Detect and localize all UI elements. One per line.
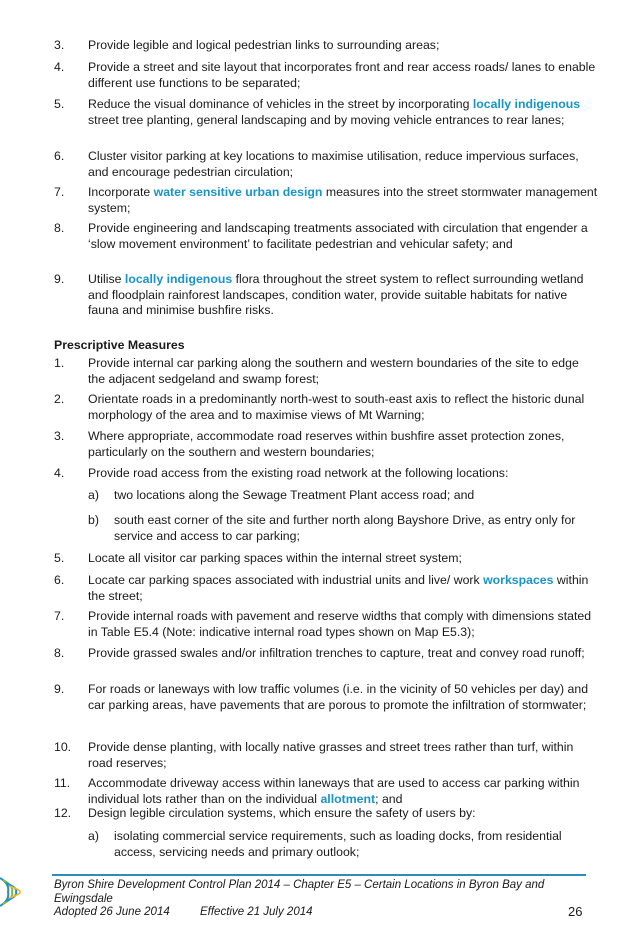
list-item-text xyxy=(88,609,598,640)
glossary-link[interactable]: locally indigenous xyxy=(472,97,581,111)
list-item-text xyxy=(88,429,598,460)
text-run: Provide road access from the existing road network at the following locations: xyxy=(88,466,509,480)
list-item-number: 6. xyxy=(54,149,65,163)
list-item-number: a) xyxy=(88,488,99,502)
text-run: Provide grassed swales and/or infiltration trenches to capture, treat and convey road runoff; xyxy=(88,646,585,660)
list-item-text xyxy=(88,740,598,771)
text-run: Locate all visitor car parking spaces within the internal street system; xyxy=(88,551,462,565)
list-item-text xyxy=(88,806,598,822)
text-run: Provide legible and logical pedestrian links to surrounding areas; xyxy=(88,38,440,52)
list-item-number: 6. xyxy=(54,573,65,587)
list-item-text xyxy=(88,38,598,54)
text-run: two locations along the Sewage Treatment Plant access road; and xyxy=(114,488,475,502)
list-item-text xyxy=(88,646,598,662)
list-item-number: 8. xyxy=(54,646,65,660)
text-run: isolating commercial service requirements, such as loading docks, from residential access, servicing needs and primary outlook; xyxy=(114,829,562,859)
list-item-number: 7. xyxy=(54,609,65,623)
text-run: Provide internal car parking along the southern and western boundaries of the site to edge the adjacent sedgeland and swamp forest; xyxy=(88,356,579,386)
text-run: Orientate roads in a predominantly north-west to south-east axis to reflect the historic dunal morphology of the area and to maximise views of Mt Warning; xyxy=(88,392,585,422)
list-item-text xyxy=(88,776,598,807)
text-run: Incorporate xyxy=(88,185,154,199)
list-item-text xyxy=(88,97,598,128)
list-item-text xyxy=(88,185,598,216)
text-run: street tree planting, general landscaping and by moving vehicle entrances to rear lanes; xyxy=(88,112,565,127)
list-item-number: 5. xyxy=(54,551,65,565)
list-item-number: 8. xyxy=(54,221,65,235)
text-run: flora throughout the street system to reflect surrounding wetland and floodplain rainforest landscapes, condition water, provide suitable habitats for native fauna and minimise bushfire risks. xyxy=(88,272,584,317)
text-run: Utilise xyxy=(88,272,125,286)
list-item-number: 3. xyxy=(54,38,65,52)
list-item-number: 3. xyxy=(54,429,65,443)
text-run: Locate car parking spaces associated with industrial units and live/ work xyxy=(88,573,484,587)
list-item-number: a) xyxy=(88,829,99,843)
text-run: ; and xyxy=(375,791,403,806)
text-run: For roads or laneways with low traffic volumes (i.e. in the vicinity of 50 vehicles per day) and car parking areas, have pavements that are porous to promote the infiltration of stormwater; xyxy=(88,682,589,712)
text-run: Cluster visitor parking at key locations to maximise utilisation, reduce impervious surfaces, and encourage pedestrian circulation; xyxy=(88,149,579,179)
text-run: within the street; xyxy=(88,573,589,603)
list-item-text xyxy=(114,513,598,544)
list-item-number: 11. xyxy=(54,776,71,790)
list-item-text xyxy=(88,466,598,482)
list-item-text xyxy=(88,573,598,604)
list-item-text xyxy=(88,60,598,91)
page-number: 26 xyxy=(568,904,583,919)
list-item-number: 2. xyxy=(54,392,65,406)
list-item-text xyxy=(114,488,598,504)
text-run: south east corner of the site and further north along Bayshore Drive, as entry only for service and access to car parking; xyxy=(114,513,576,543)
glossary-link[interactable]: workspaces xyxy=(483,573,554,587)
byron-shire-logo-icon xyxy=(0,872,22,912)
text-run: Design legible circulation systems, which ensure the safety of users by: xyxy=(88,806,476,820)
list-item-number: 12. xyxy=(54,806,72,820)
list-item-number: b) xyxy=(88,513,99,527)
text-run: Provide engineering and landscaping treatments associated with circulation that engender a ‘slow movement environment’ to facilitate pedestrian and vehicular safety; and xyxy=(88,221,588,251)
text-run: Provide dense planting, with locally native grasses and street trees rather than turf, within road reserves; xyxy=(88,740,574,770)
list-item-number: 5. xyxy=(54,97,65,111)
list-item-text xyxy=(88,682,598,713)
text-run: measures into the street stormwater management system; xyxy=(88,185,598,215)
list-item-text xyxy=(114,829,598,860)
list-item-text xyxy=(88,272,598,319)
list-item-number: 4. xyxy=(54,466,65,480)
text-run: Reduce the visual dominance of vehicles in the street by incorporating xyxy=(88,97,473,111)
list-item-text xyxy=(88,392,598,423)
footer-title: Byron Shire Development Control Plan 2014 – Chapter E5 – Certain Locations in Byron Bay and Ewingsdale xyxy=(54,879,545,905)
glossary-link[interactable]: locally indigenous xyxy=(124,272,233,286)
footer-adopted-date: Adopted 26 June 2014 xyxy=(54,906,170,918)
list-item-number: 1. xyxy=(54,356,65,370)
glossary-link[interactable]: water sensitive urban design xyxy=(153,185,323,199)
section-heading: Prescriptive Measures xyxy=(54,338,185,352)
footer-effective-date: Effective 21 July 2014 xyxy=(200,906,313,918)
text-run: Accommodate driveway access within laneways that are used to access car parking within individual lots rather than on the individual xyxy=(88,776,580,806)
text-run: Provide internal roads with pavement and reserve widths that comply with dimensions stated in Table E5.4 (Note: indicative internal road types shown on Map E5.3); xyxy=(88,609,592,639)
glossary-link[interactable]: allotment xyxy=(320,791,376,806)
list-item-text xyxy=(88,221,598,252)
text-run: Provide a street and site layout that incorporates front and rear access roads/ lanes to enable different use functions to be separated; xyxy=(88,60,596,90)
list-item-number: 7. xyxy=(54,185,65,199)
footer-rule xyxy=(52,874,586,876)
list-item-text xyxy=(88,551,598,567)
list-item-text xyxy=(88,149,598,180)
list-item-number: 4. xyxy=(54,60,65,74)
list-item-number: 9. xyxy=(54,682,65,696)
list-item-number: 9. xyxy=(54,272,65,286)
text-run: Where appropriate, accommodate road reserves within bushfire asset protection zones, particularly on the southern and western boundaries; xyxy=(88,429,565,459)
list-item-number: 10. xyxy=(54,740,72,754)
list-item-text xyxy=(88,356,598,387)
